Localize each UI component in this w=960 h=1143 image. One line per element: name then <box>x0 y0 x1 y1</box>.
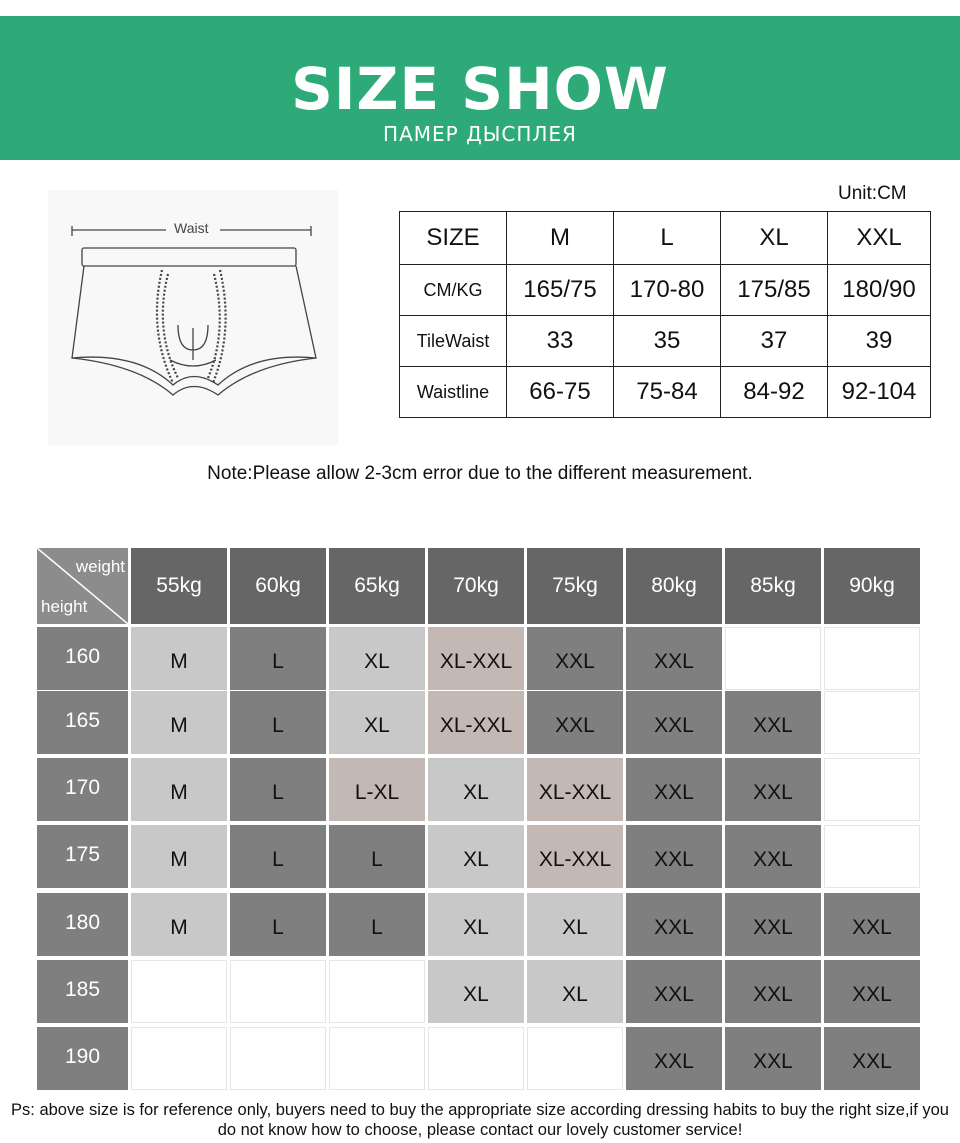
spec-row-label: Waistline <box>400 367 507 418</box>
corner-header <box>37 548 128 624</box>
weight-header-80kg: 80kg <box>626 548 722 624</box>
size-cell: XL-XXL <box>527 825 623 888</box>
size-cell: M <box>131 893 227 956</box>
spec-cell: 35 <box>614 316 721 367</box>
spec-header-size: SIZE <box>400 212 507 265</box>
size-cell: XL <box>428 758 524 821</box>
size-cell <box>131 1027 227 1090</box>
size-cell: XXL <box>626 893 722 956</box>
size-cell <box>824 691 920 754</box>
measurement-note: Note:Please allow 2-3cm error due to the different measurement. <box>207 463 753 484</box>
height-header-160: 160 <box>37 627 128 690</box>
height-header-175: 175 <box>37 825 128 888</box>
weight-header-70kg: 70kg <box>428 548 524 624</box>
height-header-165: 165 <box>37 691 128 754</box>
header-banner <box>0 16 960 160</box>
size-cell <box>725 627 821 690</box>
size-cell <box>131 960 227 1023</box>
size-cell: L <box>329 825 425 888</box>
size-cell: XL <box>329 691 425 754</box>
size-cell: M <box>131 691 227 754</box>
weight-header-90kg: 90kg <box>824 548 920 624</box>
size-cell: M <box>131 825 227 888</box>
spec-cell: 170-80 <box>614 265 721 316</box>
spec-cell: 33 <box>507 316 614 367</box>
size-cell: XL <box>527 893 623 956</box>
height-header-185: 185 <box>37 960 128 1023</box>
corner-weight-label: weight <box>75 557 125 576</box>
spec-header-xl: XL <box>721 212 828 265</box>
size-cell: XXL <box>725 691 821 754</box>
size-cell: XXL <box>527 627 623 690</box>
size-cell: XL-XXL <box>428 691 524 754</box>
size-cell: XXL <box>824 893 920 956</box>
size-cell: XL <box>428 960 524 1023</box>
spec-row-label: CM/KG <box>400 265 507 316</box>
size-cell <box>428 1027 524 1090</box>
size-cell: XXL <box>626 691 722 754</box>
size-spec-table <box>399 211 931 418</box>
size-cell: L <box>329 893 425 956</box>
size-cell: XL <box>428 825 524 888</box>
corner-height-label: height <box>41 597 88 616</box>
spec-cell: 66-75 <box>507 367 614 418</box>
spec-cell: 92-104 <box>828 367 931 418</box>
size-cell <box>824 758 920 821</box>
size-cell: L-XL <box>329 758 425 821</box>
height-header-170: 170 <box>37 758 128 821</box>
size-cell: L <box>230 758 326 821</box>
weight-header-65kg: 65kg <box>329 548 425 624</box>
weight-header-85kg: 85kg <box>725 548 821 624</box>
size-cell: XXL <box>725 960 821 1023</box>
size-cell: M <box>131 758 227 821</box>
spec-cell: 39 <box>828 316 931 367</box>
page-subtitle: ПАМЕР ДЫСПЛЕЯ <box>383 122 577 146</box>
size-cell: XXL <box>725 825 821 888</box>
size-cell <box>230 1027 326 1090</box>
spec-row-label: TileWaist <box>400 316 507 367</box>
size-cell: XL <box>527 960 623 1023</box>
size-cell: L <box>230 691 326 754</box>
size-cell <box>230 960 326 1023</box>
size-cell <box>329 960 425 1023</box>
size-cell <box>824 825 920 888</box>
size-cell: L <box>230 627 326 690</box>
size-cell <box>329 1027 425 1090</box>
height-header-180: 180 <box>37 893 128 956</box>
page-title: SIZE SHOW <box>291 55 669 123</box>
size-cell <box>527 1027 623 1090</box>
size-cell: XL-XXL <box>428 627 524 690</box>
size-cell: L <box>230 825 326 888</box>
size-cell: L <box>230 893 326 956</box>
size-cell: XXL <box>725 1027 821 1090</box>
size-cell: XL <box>428 893 524 956</box>
spec-header-m: M <box>507 212 614 265</box>
footer-note: Ps: above size is for reference only, buyers need to buy the appropriate size according dressing habits to buy the right size,if you do not know how to choose, please contact our lovely customer service! <box>11 1101 949 1139</box>
size-cell: XXL <box>626 960 722 1023</box>
spec-cell: 84-92 <box>721 367 828 418</box>
size-cell: XXL <box>626 758 722 821</box>
spec-cell: 37 <box>721 316 828 367</box>
weight-header-75kg: 75kg <box>527 548 623 624</box>
size-cell: XXL <box>725 893 821 956</box>
size-cell: XL-XXL <box>527 758 623 821</box>
unit-label: Unit:CM <box>838 183 907 204</box>
spec-cell: 165/75 <box>507 265 614 316</box>
waist-label: Waist <box>174 220 209 236</box>
size-cell: XXL <box>824 1027 920 1090</box>
size-cell: XXL <box>626 825 722 888</box>
height-header-190: 190 <box>37 1027 128 1090</box>
spec-cell: 75-84 <box>614 367 721 418</box>
size-cell: XXL <box>626 1027 722 1090</box>
spec-cell: 175/85 <box>721 265 828 316</box>
size-cell: XXL <box>824 960 920 1023</box>
weight-header-55kg: 55kg <box>131 548 227 624</box>
spec-header-l: L <box>614 212 721 265</box>
size-cell: XXL <box>626 627 722 690</box>
spec-header-xxl: XXL <box>828 212 931 265</box>
size-cell: XL <box>329 627 425 690</box>
weight-header-60kg: 60kg <box>230 548 326 624</box>
size-cell <box>824 627 920 690</box>
size-cell: XXL <box>527 691 623 754</box>
spec-cell: 180/90 <box>828 265 931 316</box>
size-cell: XXL <box>725 758 821 821</box>
size-cell: M <box>131 627 227 690</box>
